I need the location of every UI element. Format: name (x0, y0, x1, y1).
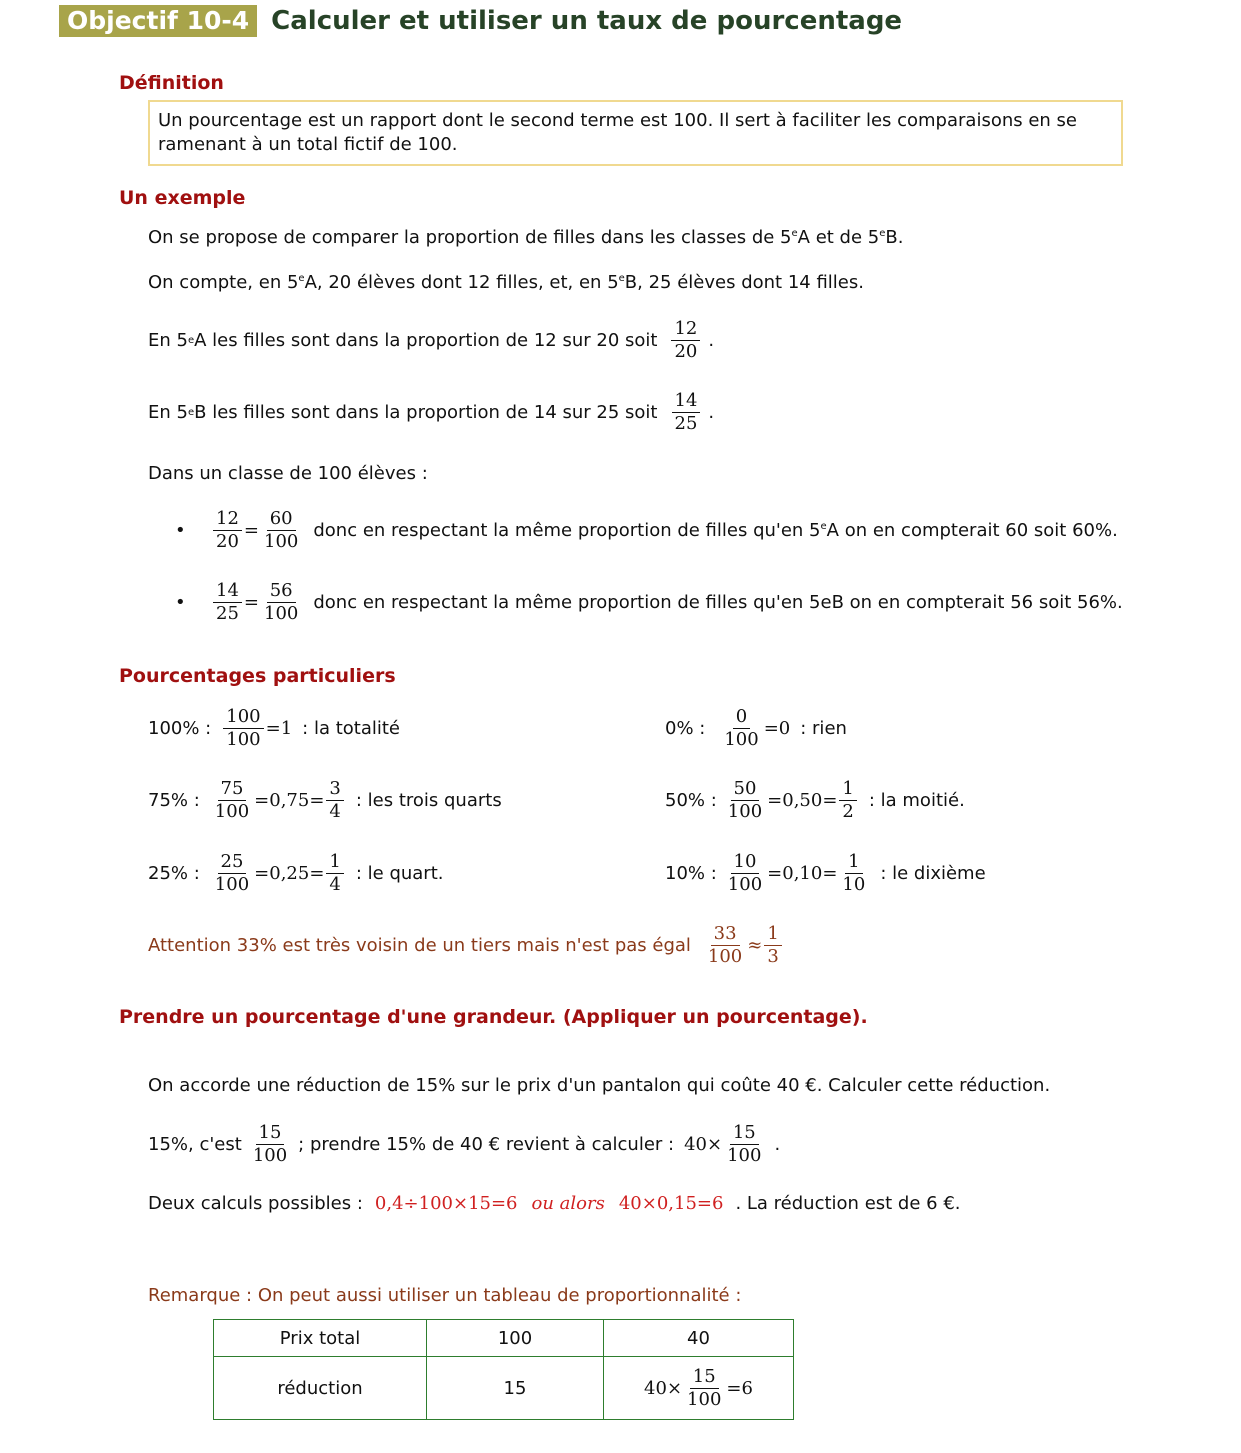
attention-note: Attention 33% est très voisin de un tiers mais n'est pas égal $\frac{33}{100}$ ≈ $\frac{1}{3}$ (148, 923, 784, 968)
remark: Remarque : On peut aussi utiliser un tableau de proportionnalité : (148, 1285, 742, 1306)
table-cell: 40 (604, 1320, 794, 1357)
definition-box: Un pourcentage est un rapport dont le second terme est 100. Il sert à faciliter les comparaisons en se ramenant à un total fictif de 100. (148, 100, 1123, 166)
percent-25: 25% : $\frac{25}{100}$ =0,25= $\frac{1}{4}$ : le quart. (148, 851, 444, 895)
example-heading: Un exemple (119, 187, 246, 209)
list-item: • $\frac{14}{25}$ = $\frac{56}{100}$ donc en respectant la même proportion de filles qu'en 5eB on en compterait 56 soit 56%. (175, 580, 1123, 624)
calc-1: 0,4÷100×15=6 (374, 1193, 518, 1214)
table-cell: Prix total (214, 1320, 427, 1357)
particular-heading: Pourcentages particuliers (119, 665, 396, 687)
apply-line-3: Deux calculs possibles : 0,4÷100×15=6 ou alors 40×0,15=6 . La réduction est de 6 €. (148, 1193, 961, 1214)
or-text: ou alors (531, 1193, 605, 1214)
calc-2: 40×0,15=6 (618, 1193, 724, 1214)
percent-50: 50% : $\frac{50}{100}$ =0,50= $\frac{1}{2}$ : la moitié. (665, 778, 965, 822)
example-line-5: Dans un classe de 100 élèves : (148, 463, 428, 484)
bullet: • (175, 520, 186, 541)
percent-75: 75% : $\frac{75}{100}$ =0,75= $\frac{3}{4}$ : les trois quarts (148, 778, 502, 822)
example-line-2: On compte, en 5eA, 20 élèves dont 12 filles, et, en 5eB, 25 élèves dont 14 filles. (148, 272, 864, 293)
page-title: Calculer et utiliser un taux de pourcentage (271, 6, 903, 36)
example-line-3: En 5 e A les filles sont dans la proportion de 12 sur 20 soit $\frac{12}{20}$ . (148, 318, 715, 362)
table-cell: 40× $\frac{15}{100}$ =6 (604, 1357, 794, 1420)
apply-heading: Prendre un pourcentage d'une grandeur. (Appliquer un pourcentage). (119, 1006, 868, 1028)
example-line-1: On se propose de comparer la proportion de filles dans les classes de 5eA et de 5eB. (148, 227, 904, 248)
proportion-table (213, 1319, 794, 1420)
example-line-4: En 5 e B les filles sont dans la proportion de 14 sur 25 soit $\frac{14}{25}$ . (148, 390, 715, 434)
list-item: • $\frac{12}{20}$ = $\frac{60}{100}$ donc en respectant la même proportion de filles qu'en 5eA on en compterait 60 soit 60%. (175, 508, 1118, 552)
percent-100: 100% : $\frac{100}{100}$ =1 : la totalité (148, 706, 400, 750)
fraction: $\frac{12}{20}$ (671, 318, 700, 363)
page-header (59, 5, 902, 37)
apply-line-2: 15%, c'est $\frac{15}{100}$ ; prendre 15% de 40 € revient à calculer : 40× $\frac{15}{100}$ . (148, 1122, 781, 1166)
bullet: • (175, 592, 186, 613)
fraction: $\frac{14}{25}$ (672, 390, 701, 435)
percent-0: 0% : $\frac{0}{100}$ =0 : rien (665, 706, 847, 750)
apply-line-1: On accorde une réduction de 15% sur le prix d'un pantalon qui coûte 40 €. Calculer cette réduction. (148, 1075, 1051, 1096)
table-cell: réduction (214, 1357, 427, 1420)
table-row (214, 1357, 794, 1420)
table-cell: 100 (427, 1320, 604, 1357)
definition-heading: Définition (119, 72, 224, 94)
table-row (214, 1320, 794, 1357)
table-cell: 15 (427, 1357, 604, 1420)
objective-tag: Objectif 10-4 (59, 5, 257, 37)
percent-10: 10% : $\frac{10}{100}$ =0,10= $\frac{1}{10}$ : le dixième (665, 851, 986, 895)
